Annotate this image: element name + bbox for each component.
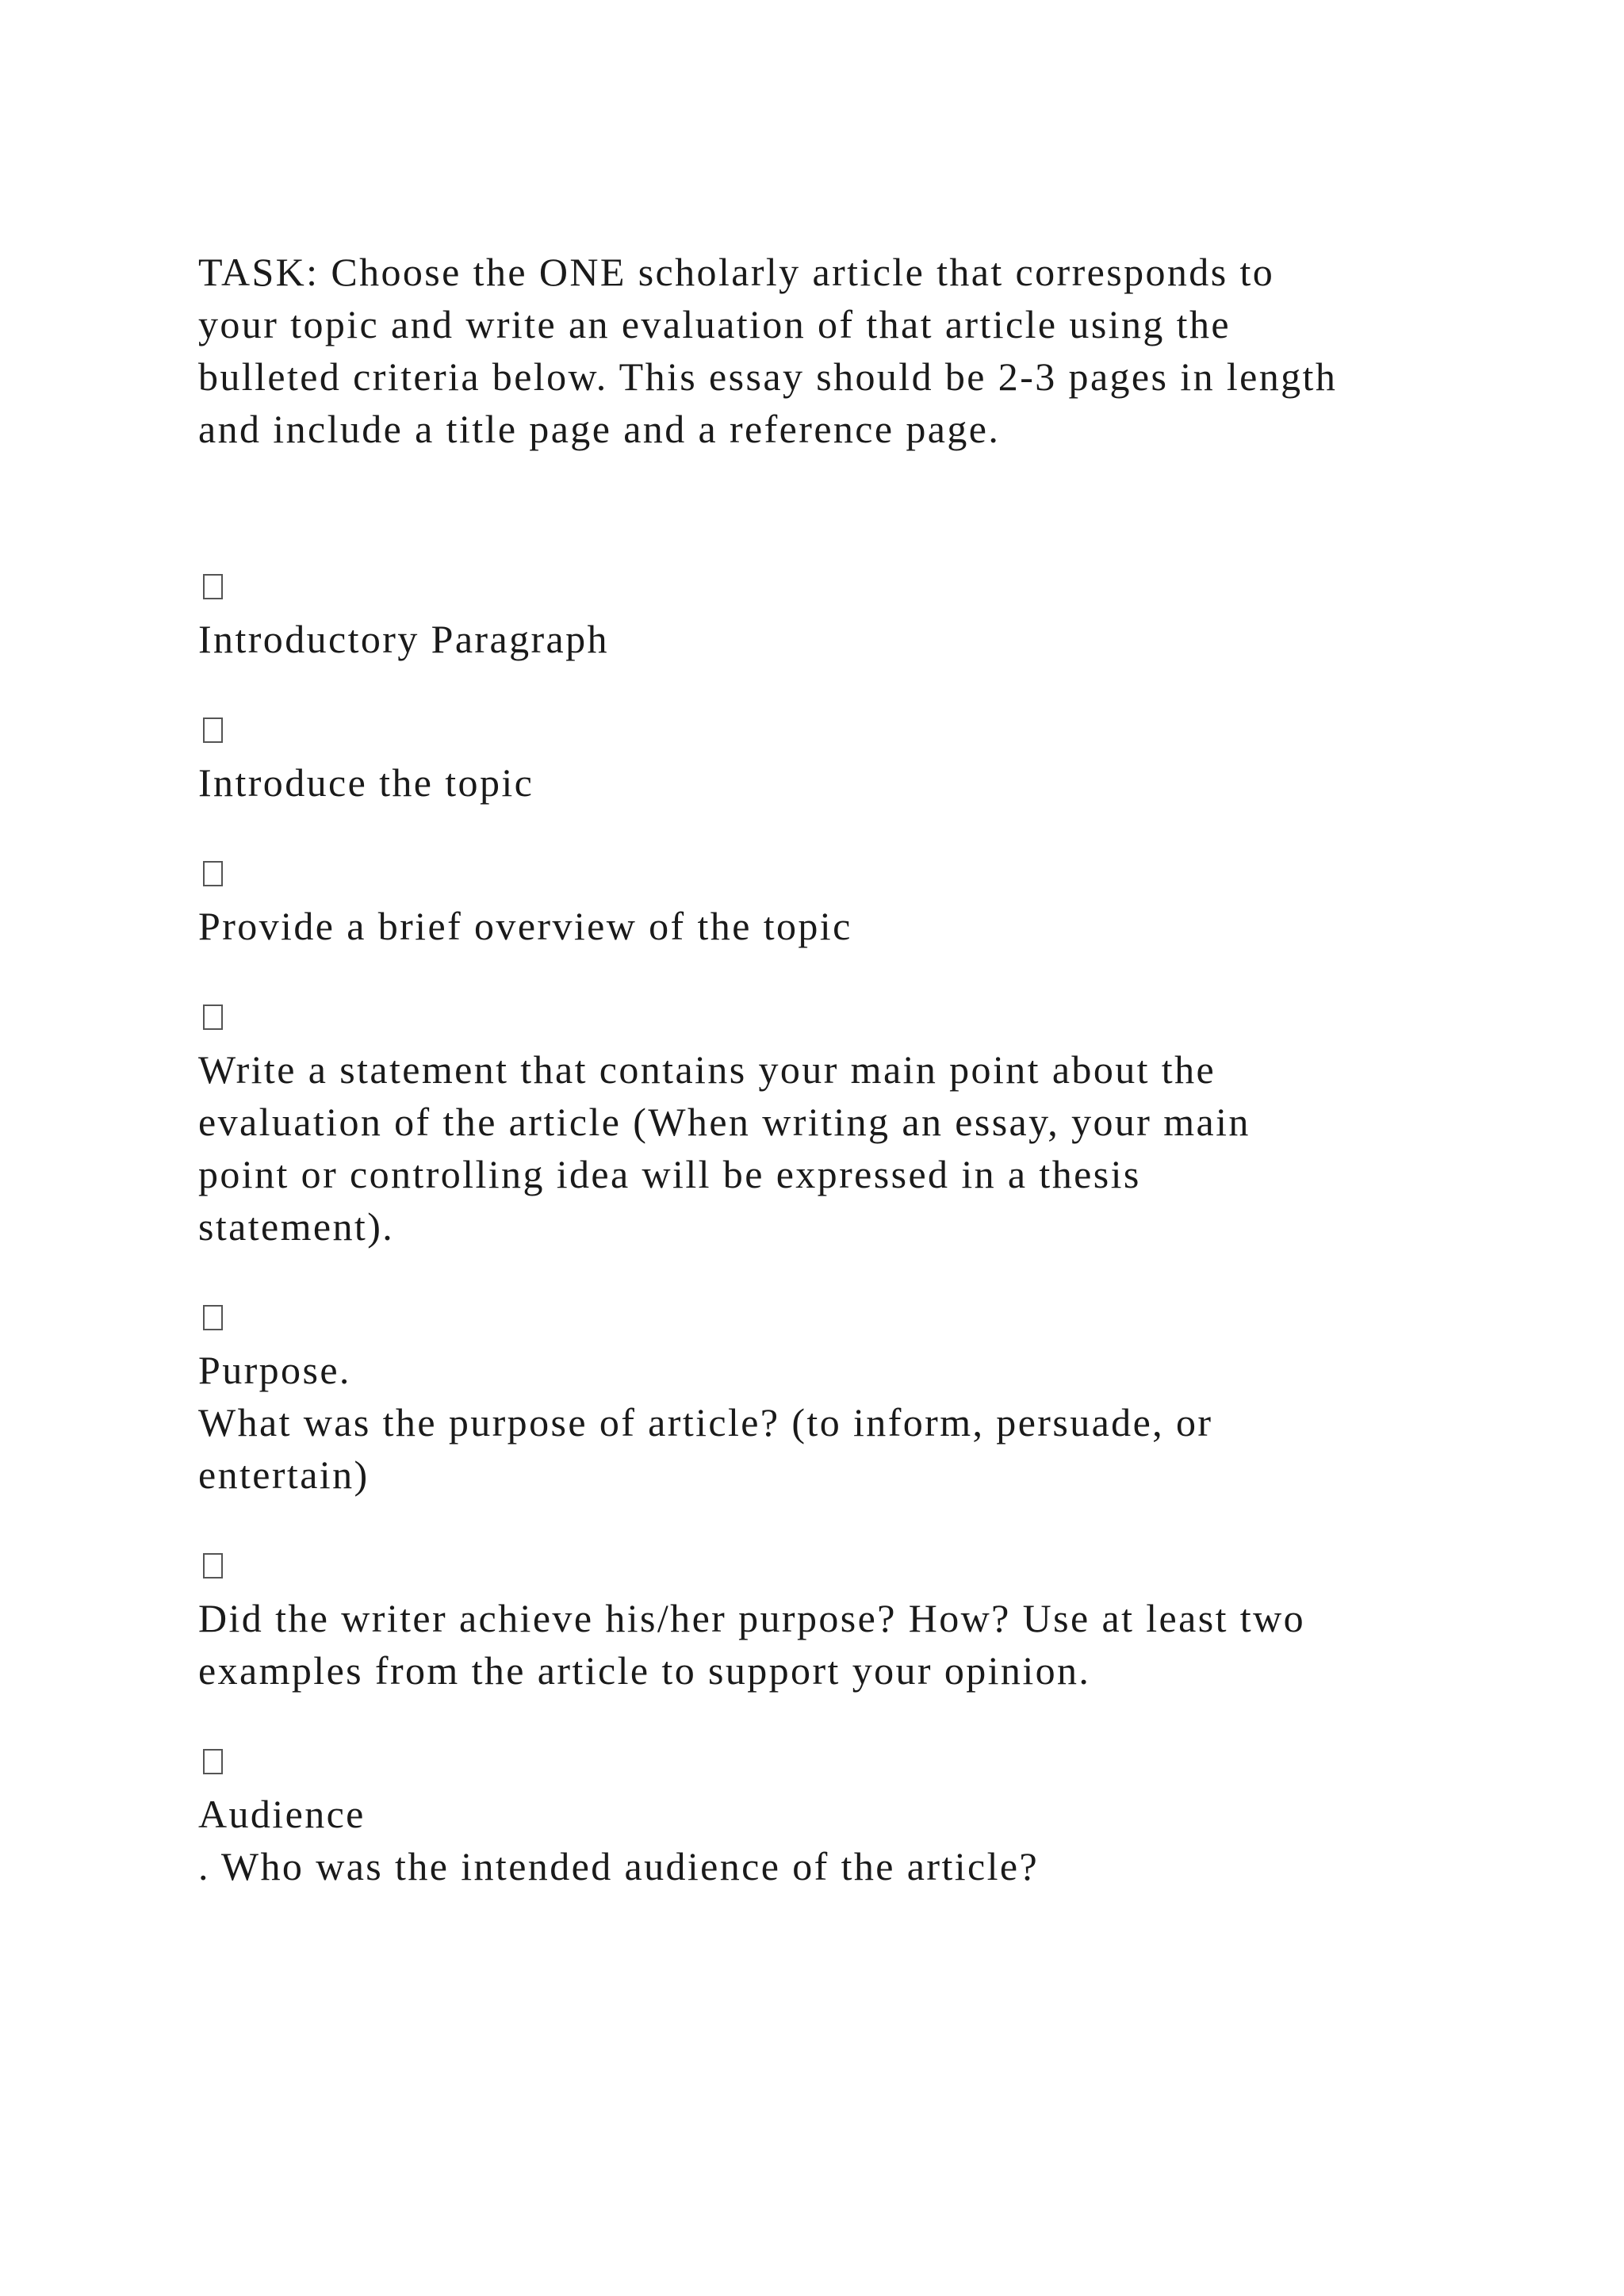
missing-glyph-box-icon (203, 1553, 223, 1578)
criteria-list (198, 574, 1483, 1892)
criteria-text: Provide a brief overview of the topic (198, 904, 852, 948)
missing-glyph-box-icon (203, 1749, 223, 1774)
list-item (198, 718, 1483, 809)
criteria-text: Write a statement that contains your main point about the evaluation of the article (When writing an essay, your main point or controlling idea will be expressed in a thesis statement). (198, 1047, 1251, 1249)
missing-glyph-box-icon (203, 1305, 223, 1330)
list-item (198, 1305, 1483, 1501)
missing-glyph-box-icon (203, 1004, 223, 1030)
criteria-text: Purpose. What was the purpose of article? (to inform, persuade, or entertain) (198, 1348, 1213, 1497)
missing-glyph-box-icon (203, 718, 223, 743)
criteria-text: Did the writer achieve his/her purpose? How? Use at least two examples from the article to support your opinion. (198, 1596, 1305, 1693)
list-item (198, 1004, 1483, 1253)
task-paragraph: TASK: Choose the ONE scholarly article that corresponds to your topic and write an evaluation of that article using the bulleted criteria below. This essay should be 2-3 pages in length and include a title page and a reference page. (198, 250, 1338, 451)
criteria-text: Audience . Who was the intended audience of the article? (198, 1792, 1040, 1888)
criteria-text: Introductory Paragraph (198, 617, 609, 661)
list-item (198, 574, 1483, 665)
criteria-text: Introduce the topic (198, 760, 534, 805)
list-item (198, 1749, 1483, 1892)
list-item (198, 861, 1483, 952)
document-body (198, 246, 1483, 1892)
list-item (198, 1553, 1483, 1697)
missing-glyph-box-icon (203, 861, 223, 886)
missing-glyph-box-icon (203, 574, 223, 599)
